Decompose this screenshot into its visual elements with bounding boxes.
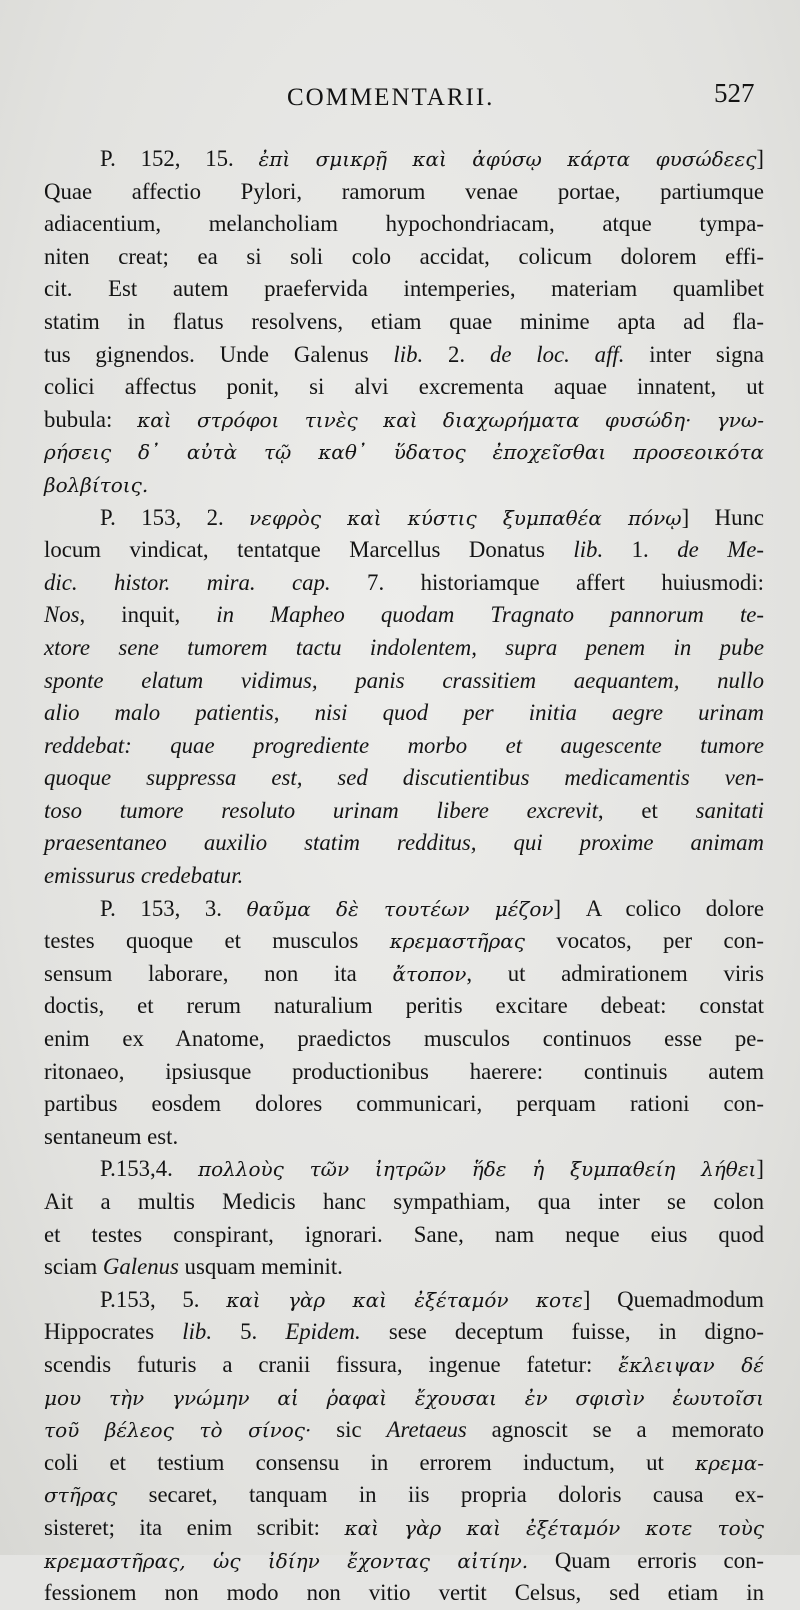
text-span: ritonaeo, ipsiusque productionibus haerere: continuis autem bbox=[44, 1058, 764, 1084]
text-line bbox=[44, 1023, 764, 1056]
text-span: inter signa bbox=[624, 341, 765, 367]
text-line bbox=[44, 1577, 764, 1610]
greek-quote: ρήσεις δ᾽ αὐτὰ τῷ καθ᾽ ὕδατος ἐποχεῖσθαι προσεοικότα bbox=[44, 440, 764, 465]
text-span: testes quoque et musculos bbox=[44, 928, 390, 954]
italic-text: sponte elatum vidimus, panis crassitiem aequantem, nullo bbox=[44, 667, 764, 693]
text-line bbox=[44, 893, 764, 926]
greek-quote: κρεμαστῆρας bbox=[389, 929, 525, 954]
text-line bbox=[44, 697, 764, 730]
text-line bbox=[44, 1153, 764, 1186]
text-line bbox=[44, 762, 764, 795]
text-span: , et bbox=[597, 797, 696, 823]
text-line bbox=[44, 176, 764, 209]
text-span: ] Hunc bbox=[681, 504, 765, 530]
greek-quote: καὶ γὰρ καὶ ἐξέταμόν κοτε τοὺς bbox=[344, 1515, 764, 1540]
italic-text: lib. bbox=[573, 537, 604, 563]
text-line bbox=[44, 958, 764, 991]
text-line bbox=[44, 371, 764, 404]
text-line bbox=[44, 273, 764, 306]
text-line bbox=[44, 1219, 764, 1252]
page-number: 527 bbox=[714, 78, 755, 108]
text-span: Quam erroris con- bbox=[528, 1547, 764, 1573]
text-line bbox=[44, 143, 764, 176]
text-span: adiacentium, melancholiam hypochondriacam, atque tympa- bbox=[44, 211, 764, 237]
commentary-text bbox=[44, 143, 764, 1610]
text-span: niten creat; ea si soli colo accidat, colicum dolorem effi- bbox=[44, 243, 764, 269]
text-span: , ut admirationem viris bbox=[466, 960, 764, 986]
text-line bbox=[44, 827, 764, 860]
page-header bbox=[0, 78, 800, 120]
text-line bbox=[44, 1186, 764, 1219]
greek-quote: τοῦ βέλεος τὸ σίνος· bbox=[44, 1418, 312, 1443]
text-span: locum vindicat, tentatque Marcellus Donatus bbox=[44, 537, 574, 563]
text-line bbox=[44, 1447, 764, 1480]
text-span: Hippocrates bbox=[44, 1319, 183, 1345]
text-span: P. 153, 3. bbox=[100, 895, 247, 921]
text-line bbox=[44, 1088, 764, 1121]
text-span: colici affectus ponit, si alvi excrementa aquae innatent, ut bbox=[44, 374, 764, 400]
text-line bbox=[44, 632, 764, 665]
greek-quote: κρεμαστῆρας, ὡς ἰδίην ἔχοντας αἰτίην. bbox=[44, 1548, 529, 1573]
text-span: coli et testium consensu in errorem inductum, ut bbox=[44, 1449, 696, 1475]
text-line bbox=[44, 241, 764, 274]
text-span: P. 153, 2. bbox=[100, 504, 250, 530]
text-line bbox=[44, 534, 764, 567]
greek-quote: μου τὴν γνώμην αἱ ῥαφαὶ ἔχουσαι ἐν σφισὶν ἑωυτοῖσι bbox=[44, 1385, 764, 1410]
greek-quote: καὶ στρόφοι τινὲς καὶ διαχωρήματα φυσώδη· γνω- bbox=[137, 407, 764, 432]
text-span: enim ex Anatome, praedictos musculos continuos esse pe- bbox=[44, 1026, 764, 1052]
text-line bbox=[44, 404, 764, 437]
italic-text: nisi quod per initia aegre urinam bbox=[314, 700, 764, 726]
text-line bbox=[44, 990, 764, 1023]
text-line bbox=[44, 1479, 764, 1512]
text-line bbox=[44, 208, 764, 241]
text-span: doctis, et rerum naturalium peritis excitare debeat: constat bbox=[44, 993, 764, 1019]
text-span: et testes conspirant, ignorari. Sane, nam neque eius quod bbox=[44, 1221, 764, 1247]
text-line bbox=[44, 925, 764, 958]
italic-text: Epidem. bbox=[285, 1319, 361, 1345]
italic-text: Nos bbox=[44, 602, 80, 628]
italic-text: sanitati bbox=[695, 797, 764, 823]
text-line bbox=[44, 665, 764, 698]
text-line bbox=[44, 1284, 764, 1317]
italic-text: in Mapheo quodam Tragnato pannorum te- bbox=[216, 602, 764, 628]
greek-quote: νεφρὸς καὶ κύστις ξυμπαθέα πόνῳ bbox=[249, 505, 682, 530]
greek-quote: στῆρας bbox=[44, 1483, 118, 1508]
text-span: fessionem non modo non vitio vertit Celsus, sed etiam in bbox=[44, 1580, 764, 1606]
text-line bbox=[44, 1414, 764, 1447]
italic-text: quoque suppressa est, sed discutientibus medicamentis ven- bbox=[44, 765, 764, 791]
text-line bbox=[44, 1512, 764, 1545]
text-line bbox=[44, 1056, 764, 1089]
greek-quote: κρεμα- bbox=[695, 1450, 764, 1475]
text-span: 5. bbox=[212, 1319, 286, 1345]
text-span: secaret, tanquam in iis propria doloris causa ex- bbox=[117, 1482, 764, 1508]
text-span: , bbox=[273, 700, 315, 726]
text-span: vocatos, per con- bbox=[525, 928, 764, 954]
greek-quote: βολβίτοις. bbox=[44, 472, 149, 497]
text-line bbox=[44, 339, 764, 372]
text-line bbox=[44, 306, 764, 339]
text-span: P. 152, 15. bbox=[100, 146, 259, 171]
text-span: bubula: bbox=[44, 406, 138, 432]
text-span: ] bbox=[756, 146, 764, 171]
text-line bbox=[44, 502, 764, 535]
italic-text: lib. bbox=[393, 341, 424, 367]
text-span: 1. bbox=[603, 537, 678, 563]
text-line bbox=[44, 1349, 764, 1382]
greek-quote: καὶ γὰρ καὶ ἐξέταμόν κοτε bbox=[226, 1287, 583, 1312]
text-line bbox=[44, 1382, 764, 1415]
text-span: sese deceptum fuisse, in digno- bbox=[360, 1319, 765, 1345]
italic-text: xtore sene tumorem tactu indolentem, supra penem in pube bbox=[44, 634, 764, 660]
italic-text: lib. bbox=[182, 1319, 213, 1345]
text-line bbox=[44, 1545, 764, 1578]
text-line bbox=[44, 1251, 764, 1284]
italic-text: toso tumore resoluto urinam libere excrevit bbox=[44, 797, 598, 823]
running-head: COMMENTARII. bbox=[287, 84, 495, 111]
greek-quote: ἔκλειψαν δέ bbox=[618, 1352, 765, 1377]
text-span: partibus eosdem dolores communicari, perquam rationi con- bbox=[44, 1091, 764, 1117]
greek-quote: ἐπὶ σμικρῇ καὶ ἀφύσῳ κάρτα φυσώδεες bbox=[258, 147, 757, 171]
text-line bbox=[44, 567, 764, 600]
text-span: P.153, 5. bbox=[100, 1286, 227, 1312]
text-line bbox=[44, 469, 764, 502]
text-span: usquam meminit. bbox=[178, 1254, 343, 1280]
text-span: sciam bbox=[44, 1254, 103, 1280]
text-span: Ait a multis Medicis hanc sympathiam, qua inter se colon bbox=[44, 1189, 764, 1214]
text-line bbox=[44, 860, 764, 893]
italic-text: Aretaeus bbox=[386, 1417, 467, 1443]
text-line bbox=[44, 436, 764, 469]
text-span: 7. historiamque affert huiusmodi: bbox=[330, 569, 764, 595]
text-span: tus gignendos. Unde Galenus bbox=[44, 341, 394, 367]
italic-text: praesentaneo auxilio statim redditus, qui proxime animam bbox=[44, 830, 764, 856]
text-span: sentaneum est. bbox=[44, 1123, 179, 1149]
text-span: , inquit, bbox=[79, 602, 217, 628]
text-span: sisteret; ita enim scribit: bbox=[44, 1514, 345, 1540]
text-span: cit. Est autem praefervida intemperies, materiam quamlibet bbox=[44, 276, 764, 302]
text-line bbox=[44, 1316, 764, 1349]
italic-text: alio malo patientis bbox=[44, 700, 274, 726]
text-line bbox=[44, 795, 764, 828]
greek-quote: ἄτοπον bbox=[392, 961, 467, 986]
greek-quote: πολλοὺς τῶν ἰητρῶν ἥδε ἡ ξυμπαθείη λήθει bbox=[197, 1157, 757, 1182]
text-span: sic bbox=[311, 1417, 387, 1443]
text-span: sensum laborare, non ita bbox=[44, 960, 393, 986]
italic-text: emissurus credebatur. bbox=[44, 863, 244, 889]
text-span: ] bbox=[756, 1156, 764, 1182]
text-span: scendis futuris a cranii fissura, ingenue fatetur: bbox=[44, 1351, 619, 1377]
text-line bbox=[44, 599, 764, 632]
text-span: ] Quemadmodum bbox=[582, 1286, 764, 1312]
italic-text: Galenus bbox=[102, 1254, 179, 1280]
italic-text: dic. histor. mira. cap. bbox=[44, 569, 331, 595]
text-span: ] A colico dolore bbox=[553, 895, 764, 921]
text-span: P.153,4. bbox=[100, 1156, 198, 1182]
text-span: agnoscit se a memorato bbox=[466, 1417, 764, 1443]
italic-text: de Me- bbox=[677, 537, 764, 563]
text-span: statim in flatus resolvens, etiam quae minime apta ad fla- bbox=[44, 308, 764, 334]
text-span: 2. bbox=[423, 341, 490, 367]
italic-text: reddebat: quae progrediente morbo et augescente tumore bbox=[44, 732, 764, 758]
text-line bbox=[44, 730, 764, 763]
text-span: Quae affectio Pylori, ramorum venae portae, partiumque bbox=[44, 178, 764, 204]
greek-quote: θαῦμα δὲ τουτέων μέζον bbox=[246, 896, 554, 921]
text-line bbox=[44, 1121, 764, 1154]
italic-text: de loc. aff. bbox=[489, 341, 625, 367]
